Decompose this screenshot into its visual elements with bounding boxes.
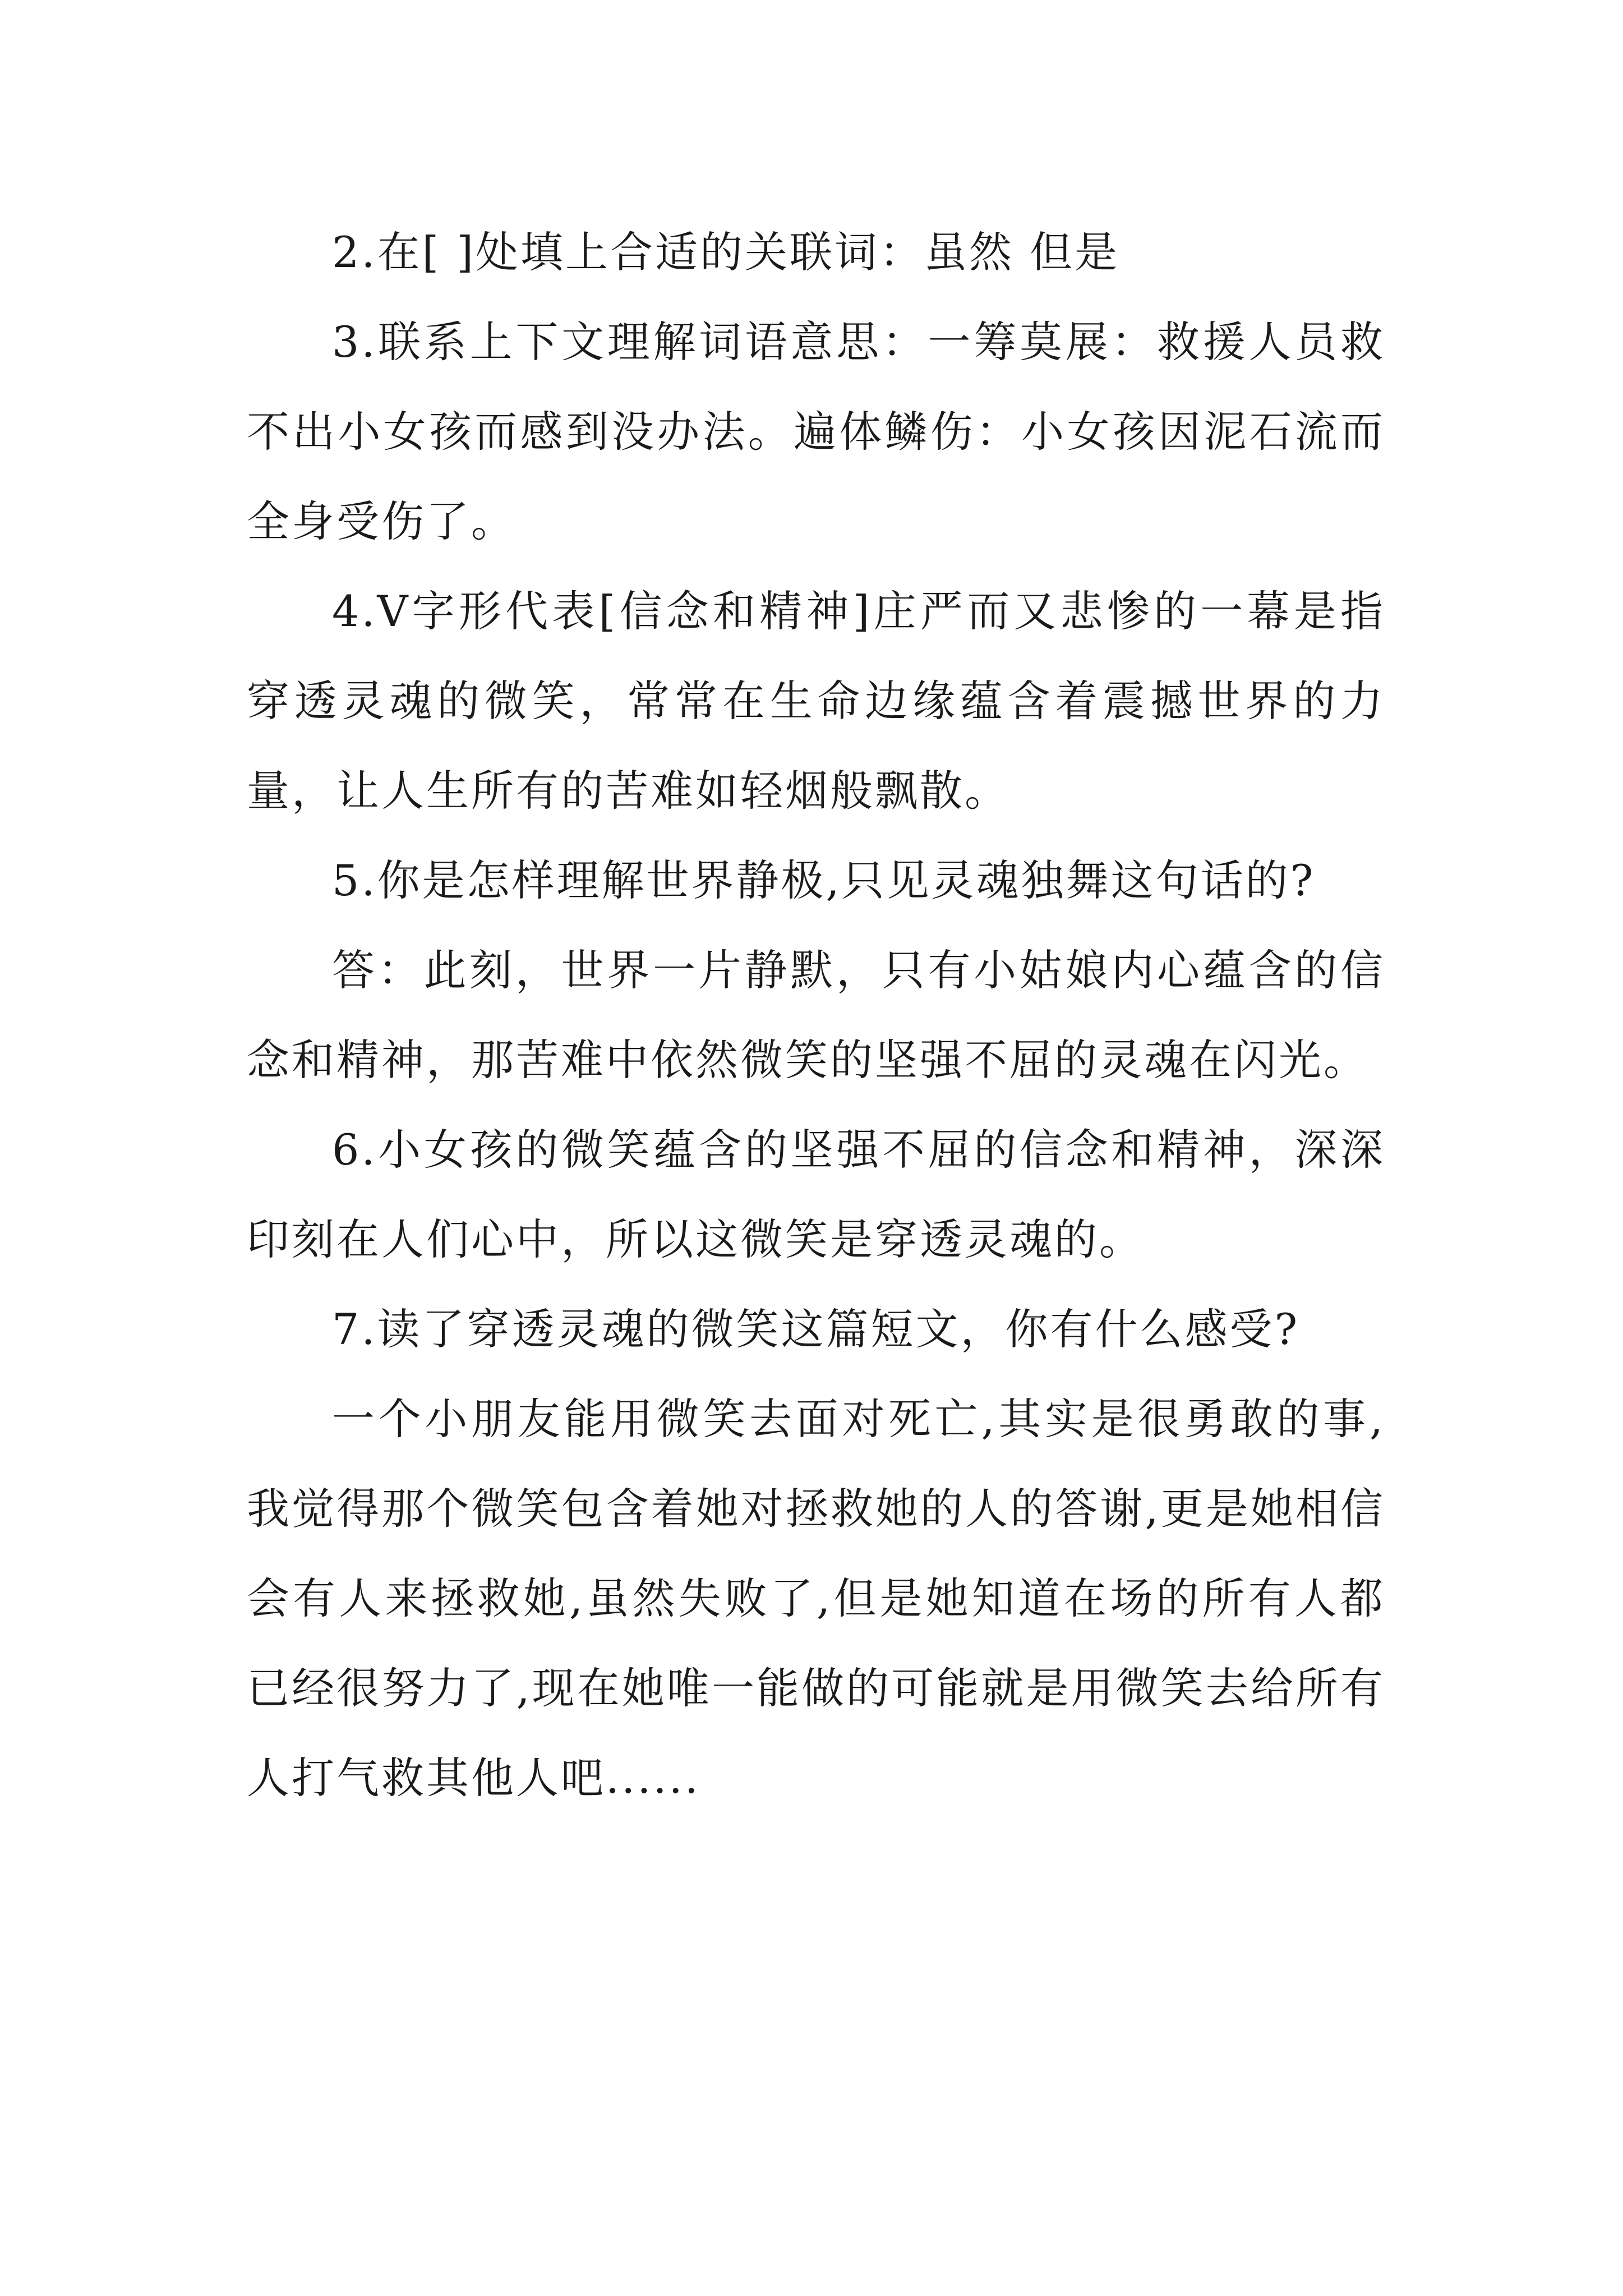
paragraph-q7-answer: 一个小朋友能用微笑去面对死亡,其实是很勇敢的事,我觉得那个微笑包含着她对拯救她的人的答谢,更是她相信会有人来拯救她,虽然失败了,但是她知道在场的所有人都已经很努力了,现在她唯一能做的可能就是用微笑去给所有人打气救其他人吧...... <box>247 1394 1385 1803</box>
paragraph-q3-answer: 3.联系上下文理解词语意思：一筹莫展：救援人员救不出小女孩而感到没办法。遍体鳞伤：小女孩因泥石流而全身受伤了。 <box>247 317 1385 546</box>
paragraph-q2-answer: 2.在[ ]处填上合适的关联词：虽然 但是 <box>332 227 1120 277</box>
paragraph-q5-answer: 答：此刻，世界一片静默，只有小姑娘内心蕴含的信念和精神，那苦难中依然微笑的坚强不屈的灵魂在闪光。 <box>247 945 1385 1085</box>
document-body <box>247 208 1385 1823</box>
paragraph-q6-answer: 6.小女孩的微笑蕴含的坚强不屈的信念和精神，深深印刻在人们心中，所以这微笑是穿透灵魂的。 <box>247 1125 1385 1264</box>
paragraph-q7-question: 7.读了穿透灵魂的微笑这篇短文，你有什么感受? <box>332 1304 1300 1354</box>
paragraph-q4-answer: 4.V字形代表[信念和精神]庄严而又悲惨的一幕是指穿透灵魂的微笑，常常在生命边缘蕴含着震撼世界的力量，让人生所有的苦难如轻烟般飘散。 <box>247 586 1385 816</box>
paragraph-q5-question: 5.你是怎样理解世界静极,只见灵魂独舞这句话的? <box>332 855 1316 905</box>
